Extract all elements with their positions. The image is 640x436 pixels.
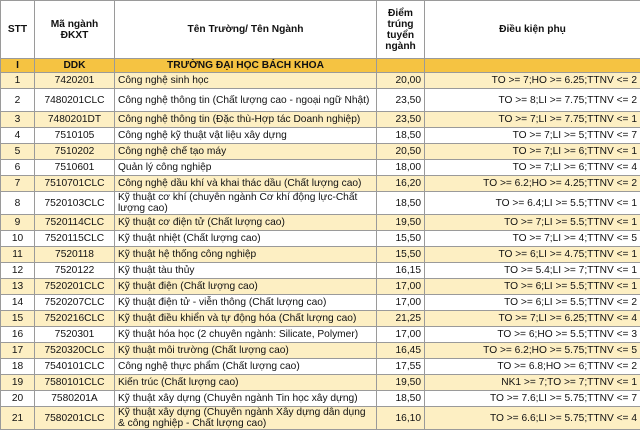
table-row: [1, 231, 640, 247]
table-row: [1, 73, 640, 89]
table-row: [1, 327, 640, 343]
row-score: 15,50: [377, 247, 425, 263]
row-code: 7520115CLC: [35, 231, 115, 247]
row-stt: 11: [1, 247, 35, 263]
row-condition: TO >= 6.2;HO >= 4.25;TTNV <= 2: [425, 176, 640, 192]
row-score: 18,50: [377, 391, 425, 407]
row-stt: 7: [1, 176, 35, 192]
header-stt: STT: [1, 1, 35, 59]
row-score: 17,00: [377, 295, 425, 311]
table-row: [1, 247, 640, 263]
row-name: Kỹ thuật xây dựng (Chuyên ngành Xây dựng dân dụng & công nghiệp - Chất lượng cao): [115, 407, 377, 430]
row-name: Công nghệ thông tin (Chất lượng cao - ngoại ngữ Nhật): [115, 89, 377, 112]
school-stt: I: [1, 59, 35, 73]
row-condition: TO >= 6;LI >= 5.5;TTNV <= 2: [425, 295, 640, 311]
header-dieu-kien: Điều kiện phụ: [425, 1, 640, 59]
row-score: 15,50: [377, 231, 425, 247]
school-name: TRƯỜNG ĐẠI HỌC BÁCH KHOA: [115, 59, 377, 73]
row-name: Kỹ thuật xây dựng (Chuyên ngành Tin học xây dựng): [115, 391, 377, 407]
table-row: [1, 112, 640, 128]
row-score: 16,45: [377, 343, 425, 359]
table-row: [1, 128, 640, 144]
row-condition: TO >= 5.4;LI >= 7;TTNV <= 1: [425, 263, 640, 279]
row-name: Kiến trúc (Chất lượng cao): [115, 375, 377, 391]
row-code: 7540101CLC: [35, 359, 115, 375]
row-code: 7520114CLC: [35, 215, 115, 231]
table-row: [1, 215, 640, 231]
row-condition: TO >= 7;LI >= 4;TTNV <= 5: [425, 231, 640, 247]
row-score: 23,50: [377, 112, 425, 128]
row-code: 7480201DT: [35, 112, 115, 128]
row-code: 7520118: [35, 247, 115, 263]
row-stt: 14: [1, 295, 35, 311]
row-score: 20,00: [377, 73, 425, 89]
row-name: Kỹ thuật hệ thống công nghiệp: [115, 247, 377, 263]
row-stt: 19: [1, 375, 35, 391]
row-name: Kỹ thuật cơ khí (chuyên ngành Cơ khí động lực-Chất lượng cao): [115, 192, 377, 215]
row-name: Kỹ thuật điện (Chất lượng cao): [115, 279, 377, 295]
school-code: DDK: [35, 59, 115, 73]
row-code: 7520122: [35, 263, 115, 279]
table-row: [1, 263, 640, 279]
row-condition: TO >= 6.4;LI >= 5.5;TTNV <= 1: [425, 192, 640, 215]
header-ten-nganh: Tên Trường/ Tên Ngành: [115, 1, 377, 59]
table-row: [1, 192, 640, 215]
row-code: 7510701CLC: [35, 176, 115, 192]
row-name: Kỹ thuật nhiệt (Chất lượng cao): [115, 231, 377, 247]
table-row: [1, 359, 640, 375]
row-stt: 9: [1, 215, 35, 231]
table-row: [1, 311, 640, 327]
table-row: [1, 144, 640, 160]
table-row: [1, 160, 640, 176]
row-code: 7520216CLC: [35, 311, 115, 327]
row-condition: TO >= 7;LI >= 6;TTNV <= 1: [425, 144, 640, 160]
row-stt: 4: [1, 128, 35, 144]
row-name: Kỹ thuật điều khiển và tự động hóa (Chất lượng cao): [115, 311, 377, 327]
row-score: 18,50: [377, 128, 425, 144]
table-row: [1, 295, 640, 311]
header-ma-nganh: Mã ngành ĐKXT: [35, 1, 115, 59]
row-name: Công nghệ chế tạo máy: [115, 144, 377, 160]
row-stt: 6: [1, 160, 35, 176]
row-name: Công nghệ dầu khí và khai thác dầu (Chất lượng cao): [115, 176, 377, 192]
row-code: 7520320CLC: [35, 343, 115, 359]
row-score: 21,25: [377, 311, 425, 327]
row-code: 7480201CLC: [35, 89, 115, 112]
row-name: Kỹ thuật môi trường (Chất lượng cao): [115, 343, 377, 359]
row-score: 18,50: [377, 192, 425, 215]
row-condition: TO >= 6.8;HO >= 6;TTNV <= 2: [425, 359, 640, 375]
row-code: 7420201: [35, 73, 115, 89]
row-code: 7520207CLC: [35, 295, 115, 311]
row-code: 7520103CLC: [35, 192, 115, 215]
row-score: 16,15: [377, 263, 425, 279]
row-score: 19,50: [377, 375, 425, 391]
row-score: 18,00: [377, 160, 425, 176]
table-row: [1, 279, 640, 295]
row-stt: 20: [1, 391, 35, 407]
row-name: Công nghệ thông tin (Đặc thù-Hợp tác Doanh nghiệp): [115, 112, 377, 128]
row-condition: TO >= 7;LI >= 6.25;TTNV <= 4: [425, 311, 640, 327]
row-condition: TO >= 7.6;LI >= 5.75;TTNV <= 7: [425, 391, 640, 407]
row-condition: TO >= 6.2;HO >= 5.75;TTNV <= 5: [425, 343, 640, 359]
row-stt: 16: [1, 327, 35, 343]
row-stt: 13: [1, 279, 35, 295]
row-code: 7510105: [35, 128, 115, 144]
row-name: Kỹ thuật tàu thủy: [115, 263, 377, 279]
row-condition: TO >= 6;HO >= 5.5;TTNV <= 3: [425, 327, 640, 343]
row-condition: TO >= 7;LI >= 5.5;TTNV <= 1: [425, 215, 640, 231]
row-condition: TO >= 7;HO >= 6.25;TTNV <= 2: [425, 73, 640, 89]
row-stt: 10: [1, 231, 35, 247]
header-row: [1, 1, 640, 59]
row-stt: 1: [1, 73, 35, 89]
row-stt: 3: [1, 112, 35, 128]
header-diem: Điểm trúng tuyển ngành: [377, 1, 425, 59]
row-code: 7510202: [35, 144, 115, 160]
row-code: 7510601: [35, 160, 115, 176]
row-name: Quản lý công nghiệp: [115, 160, 377, 176]
row-stt: 15: [1, 311, 35, 327]
row-code: 7580201A: [35, 391, 115, 407]
row-code: 7520201CLC: [35, 279, 115, 295]
row-code: 7520301: [35, 327, 115, 343]
row-condition: TO >= 6;LI >= 4.75;TTNV <= 1: [425, 247, 640, 263]
row-condition: TO >= 6.6;LI >= 5.75;TTNV <= 4: [425, 407, 640, 430]
row-score: 20,50: [377, 144, 425, 160]
row-stt: 18: [1, 359, 35, 375]
row-score: 17,55: [377, 359, 425, 375]
row-name: Công nghệ kỹ thuật vật liệu xây dựng: [115, 128, 377, 144]
row-condition: NK1 >= 7;TO >= 7;TTNV <= 1: [425, 375, 640, 391]
row-code: 7580201CLC: [35, 407, 115, 430]
table-row: [1, 343, 640, 359]
school-row: [1, 59, 640, 73]
row-name: Công nghệ thực phẩm (Chất lượng cao): [115, 359, 377, 375]
row-condition: TO >= 7;LI >= 6;TTNV <= 4: [425, 160, 640, 176]
table-row: [1, 391, 640, 407]
row-code: 7580101CLC: [35, 375, 115, 391]
row-condition: TO >= 7;LI >= 7.75;TTNV <= 1: [425, 112, 640, 128]
row-condition: TO >= 6;LI >= 5.5;TTNV <= 1: [425, 279, 640, 295]
row-stt: 21: [1, 407, 35, 430]
row-stt: 12: [1, 263, 35, 279]
row-score: 16,20: [377, 176, 425, 192]
row-stt: 8: [1, 192, 35, 215]
school-cond-empty: [425, 59, 640, 73]
school-score-empty: [377, 59, 425, 73]
row-score: 16,10: [377, 407, 425, 430]
table-row: [1, 375, 640, 391]
row-score: 19,50: [377, 215, 425, 231]
row-name: Kỹ thuật cơ điện tử (Chất lượng cao): [115, 215, 377, 231]
row-score: 17,00: [377, 327, 425, 343]
table-row: [1, 176, 640, 192]
row-stt: 5: [1, 144, 35, 160]
row-score: 23,50: [377, 89, 425, 112]
row-condition: TO >= 8;LI >= 7.75;TTNV <= 2: [425, 89, 640, 112]
row-stt: 2: [1, 89, 35, 112]
row-name: Kỹ thuật hóa học (2 chuyên ngành: Silicate, Polymer): [115, 327, 377, 343]
row-condition: TO >= 7;LI >= 5;TTNV <= 7: [425, 128, 640, 144]
table-row: [1, 89, 640, 112]
row-stt: 17: [1, 343, 35, 359]
table-row: [1, 407, 640, 430]
row-score: 17,00: [377, 279, 425, 295]
row-name: Kỹ thuật điện tử - viễn thông (Chất lượng cao): [115, 295, 377, 311]
row-name: Công nghệ sinh học: [115, 73, 377, 89]
